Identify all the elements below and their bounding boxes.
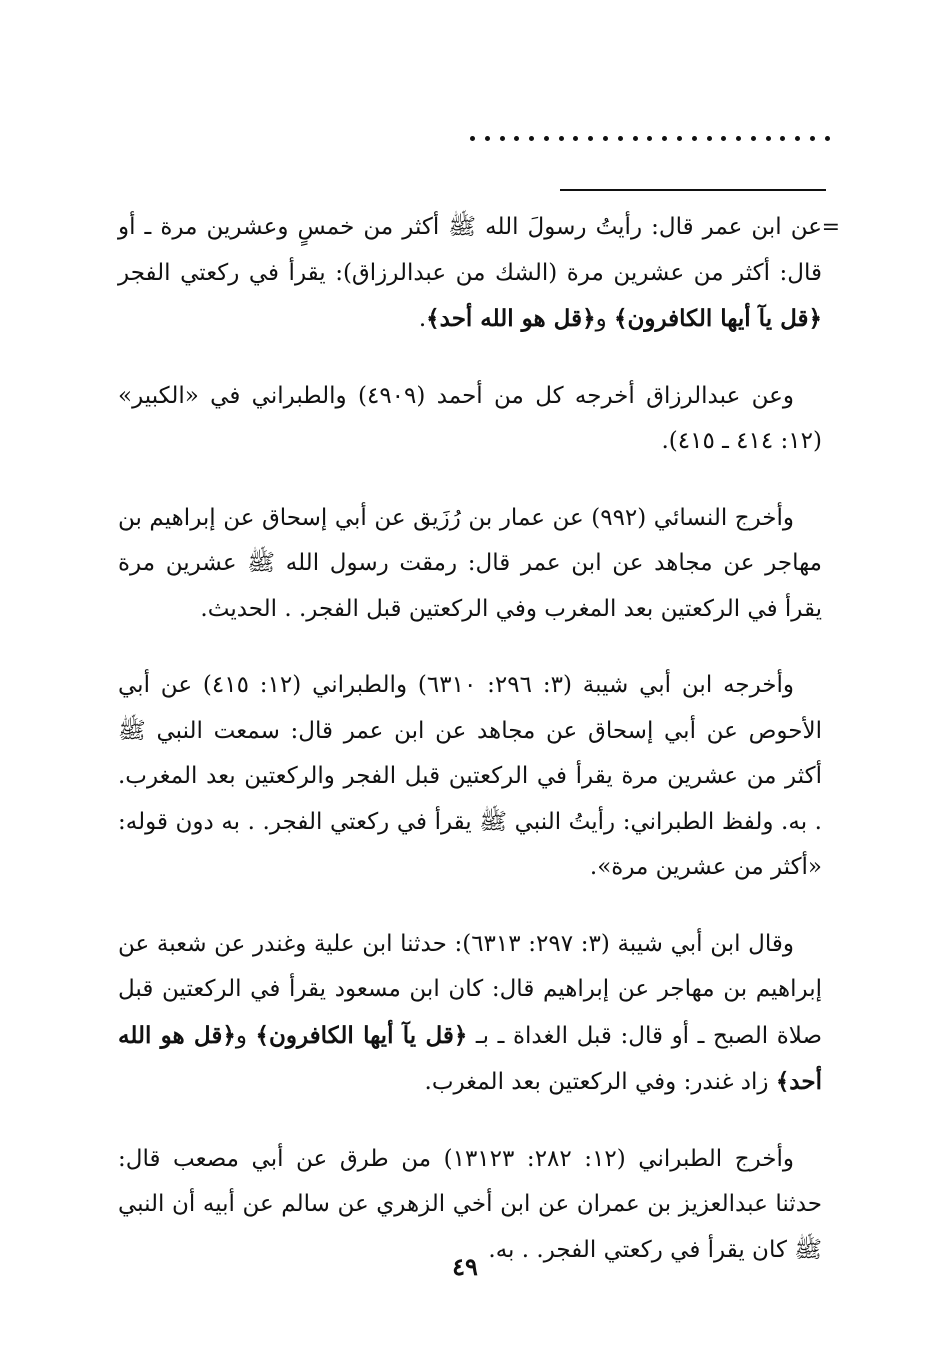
separator-dot — [618, 136, 623, 141]
footnote-rule — [560, 189, 826, 191]
quran-verse: ﴿قل يآ أيها الكافرون﴾ — [255, 1021, 468, 1049]
footnote-text — [118, 205, 840, 1304]
paragraph-text: . — [418, 306, 427, 332]
separator-dot — [662, 136, 667, 141]
separator-dot — [485, 136, 490, 141]
paragraph-text: زاد غندر: وفي الركعتين بعد المغرب. — [424, 1069, 776, 1095]
separator-dot — [810, 136, 815, 141]
quran-verse: ﴿قل هو الله أحد﴾ — [426, 305, 596, 332]
dotted-separator — [470, 128, 830, 148]
separator-dot — [677, 136, 682, 141]
separator-dot — [544, 136, 549, 141]
footnote-paragraph: وأخرج الطبراني (١٢: ٢٨٢: ١٣١٢٣) من طرق عن أبي مصعب قال: حدثنا عبدالعزيز بن عمران عن ابن أخي الزهري عن سالم عن أبيه أن النبي ﷺ كان يقرأ في ركعتي الفجر. . به. — [118, 1145, 822, 1263]
separator-dot — [780, 136, 785, 141]
separator-dot — [795, 136, 800, 141]
separator-dot — [514, 136, 519, 141]
separator-dot — [470, 136, 475, 141]
separator-dot — [751, 136, 756, 141]
footnote-paragraph: وعن عبدالرزاق أخرجه كل من أحمد (٤٩٠٩) والطبراني في «الكبير» (١٢: ٤١٤ ـ ٤١٥). — [118, 382, 822, 454]
separator-dot — [647, 136, 652, 141]
continuation-mark: = — [821, 215, 840, 240]
separator-dot — [559, 136, 564, 141]
paragraph-text: و — [595, 306, 614, 332]
separator-dot — [603, 136, 608, 141]
quran-verse: ﴿قل هو الله أحد﴾ — [118, 1021, 822, 1095]
separator-dot — [588, 136, 593, 141]
separator-dot — [529, 136, 534, 141]
footnote-paragraph — [118, 922, 822, 1106]
separator-dot — [573, 136, 578, 141]
paragraph-text: وقال ابن أبي شيبة (٣: ٢٩٧: ٦٣١٣): حدثنا ابن علية وغندر عن شعبة عن إبراهيم بن مهاجر عن إبراهيم قال: كان ابن مسعود يقرأ في الركعتين قبل صلاة الصبح ـ أو قال: قبل الغداة ـ بـ — [118, 930, 822, 1049]
separator-dot — [766, 136, 771, 141]
footnote-paragraph — [118, 205, 840, 343]
separator-dot — [500, 136, 505, 141]
page-number: ٤٩ — [452, 1252, 478, 1281]
separator-dot — [692, 136, 697, 141]
paragraph-text: عن ابن عمر قال: رأيتُ رسولَ الله ﷺ أكثر من خمسٍ وعشرين مرة ـ أو قال: أكثر من عشرين مرة (الشك من عبدالرزاق): يقرأ في ركعتي الفجر — [118, 214, 822, 286]
separator-dot — [633, 136, 638, 141]
footnote-paragraph: وأخرج النسائي (٩٩٢) عن عمار بن رُزَيق عن أبي إسحاق عن إبراهيم بن مهاجر عن مجاهد عن ابن عمر قال: رمقت رسول الله ﷺ عشرين مرة يقرأ في الركعتين بعد المغرب وفي الركعتين قبل الفجر. . الحديث. — [118, 504, 822, 622]
quran-verse: ﴿قل يآ أيها الكافرون﴾ — [614, 305, 822, 332]
separator-dot — [721, 136, 726, 141]
separator-dot — [707, 136, 712, 141]
separator-dot — [736, 136, 741, 141]
paragraph-text: و — [235, 1022, 256, 1049]
separator-dot — [825, 136, 830, 141]
footnote-paragraph: وأخرجه ابن أبي شيبة (٣: ٢٩٦: ٦٣١٠) والطبراني (١٢: ٤١٥) عن أبي الأحوص عن أبي إسحاق عن مجاهد عن ابن عمر قال: سمعت النبي ﷺ أكثر من عشرين مرة يقرأ في الركعتين قبل الفجر والركعتين بعد المغرب. . به. ولفظ الطبراني: رأيتُ النبي ﷺ يقرأ في ركعتي الفجر. . به دون قوله: «أكثر من عشرين مرة». — [118, 672, 822, 880]
